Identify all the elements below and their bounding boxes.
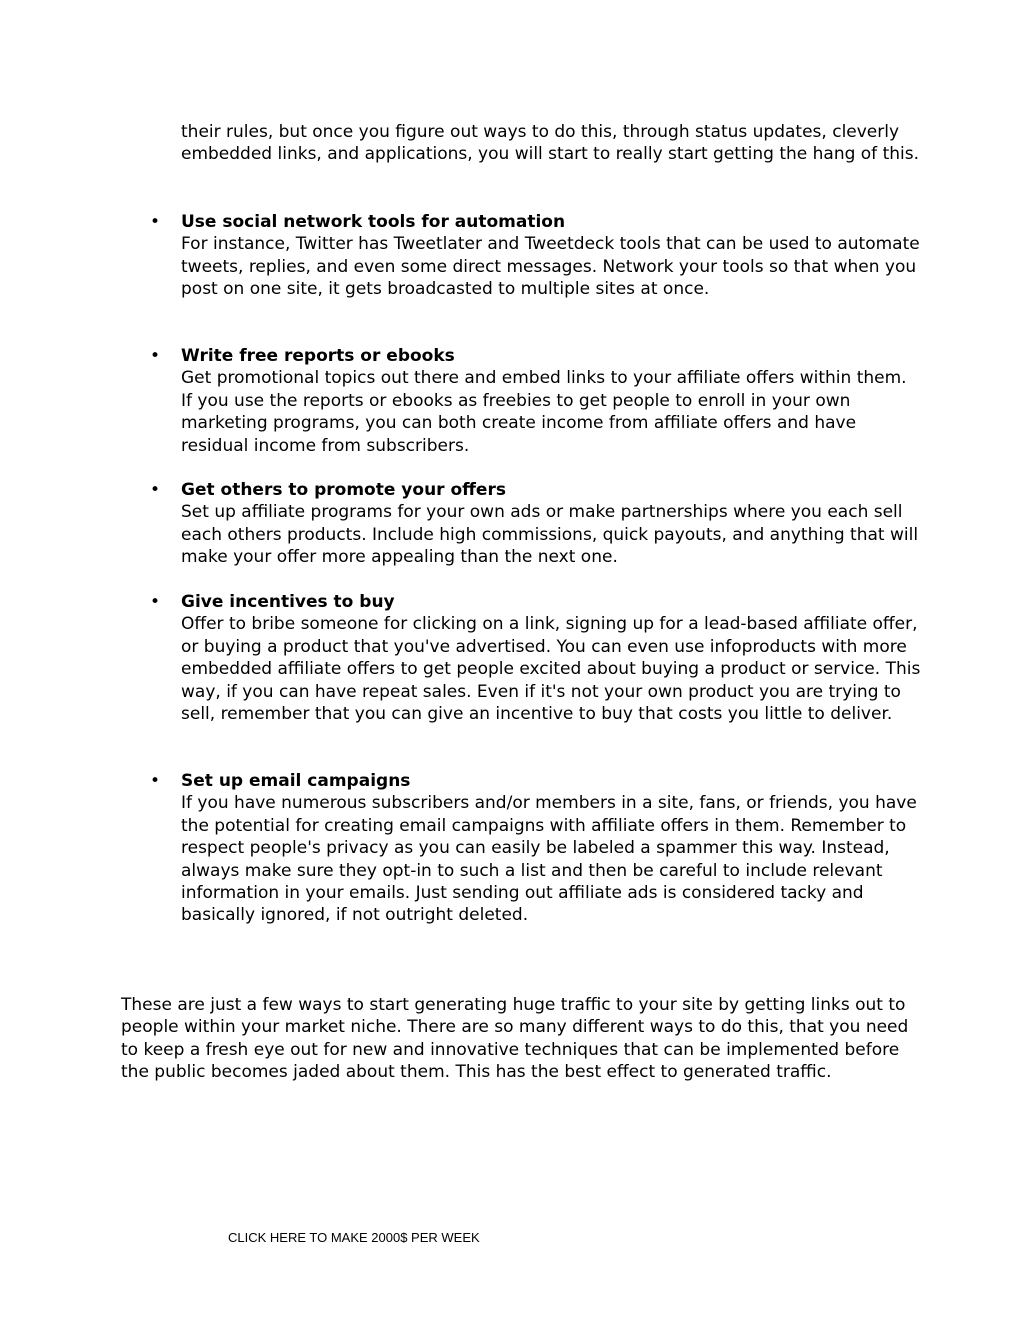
- list-item-content: [181, 479, 921, 569]
- list-item-heading: Set up email campaigns: [181, 771, 411, 791]
- list-item-body: For instance, Twitter has Tweetlater and Tweetdeck tools that can be used to automate tweets, replies, and even some direct messages. Network your tools so that when you post on one site, it gets broadcasted to multiple sites at once.: [181, 234, 920, 300]
- bullet-marker: •: [150, 592, 161, 612]
- list-item-content: [181, 770, 921, 927]
- list-item-body: Set up affiliate programs for your own ads or make partnerships where you each sell each others products. Include high commissions, quick payouts, and anything that will make your offer more appealing than the next one.: [181, 502, 919, 568]
- list-item-body: Offer to bribe someone for clicking on a link, signing up for a lead-based affiliate offer, or buying a product that you've advertised. You can even use infoproducts with more embedded affiliate offers to get people excited about buying a product or service. This way, if you can have repeat sales. Even if it's not your own product you are trying to sell, remember that you can give an incentive to buy that costs you little to deliver.: [181, 614, 921, 725]
- bullet-marker: •: [150, 480, 161, 500]
- list-item-content: [181, 591, 921, 725]
- closing-paragraph: These are just a few ways to start generating huge traffic to your site by getting links out to people within your market niche. There are so many different ways to do this, that you need to keep a fresh eye out for new and innovative techniques that can be implemented before the public becomes jaded about them. This has the best effect to generated traffic.: [121, 995, 909, 1083]
- bullet-marker: •: [150, 346, 161, 366]
- list-item-heading: Get others to promote your offers: [181, 480, 506, 500]
- intro-continuation-text: their rules, but once you figure out ways to do this, through status updates, cleverly embedded links, and applications, you will start to really start getting the hang of this.: [181, 122, 919, 165]
- promo-link[interactable]: CLICK HERE TO MAKE 2000$ PER WEEK: [228, 1230, 480, 1245]
- list-item-body: If you have numerous subscribers and/or members in a site, fans, or friends, you have the potential for creating email campaigns with affiliate offers in them. Remember to respect people's privacy as you can easily be labeled a spammer this way. Instead, always make sure they opt-in to such a list and then be careful to include relevant information in your emails. Just sending out affiliate ads is considered tacky and basically ignored, if not outright deleted.: [181, 793, 917, 926]
- list-item-content: [181, 345, 921, 457]
- bullet-marker: •: [150, 771, 161, 791]
- list-item-heading: Give incentives to buy: [181, 592, 395, 612]
- list-item-heading: Use social network tools for automation: [181, 212, 566, 232]
- list-item-body: Get promotional topics out there and embed links to your affiliate offers within them. If you use the reports or ebooks as freebies to get people to enroll in your own marketing programs, you can both create income from affiliate offers and have residual income from subscribers.: [181, 368, 907, 456]
- bullet-marker: •: [150, 212, 161, 232]
- list-item-content: [181, 211, 921, 301]
- list-item-heading: Write free reports or ebooks: [181, 346, 455, 366]
